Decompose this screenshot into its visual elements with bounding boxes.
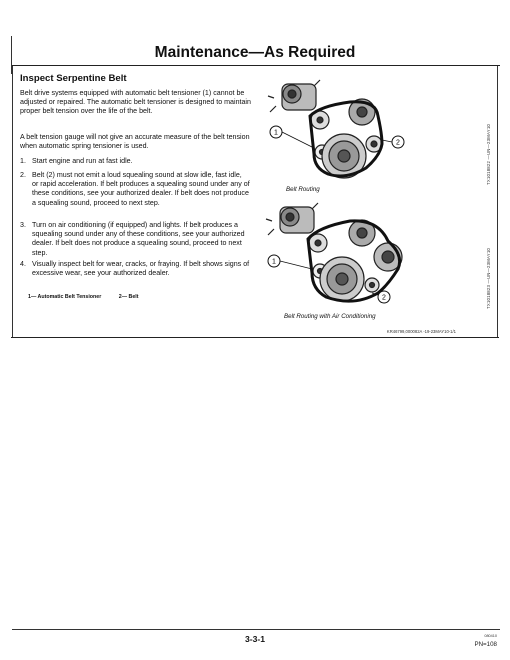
figure-legend — [28, 294, 155, 300]
page-title: Maintenance—As Required — [154, 44, 356, 61]
callout-1: 1 — [274, 129, 278, 137]
figure-belt-routing — [262, 76, 450, 194]
step-text: Belt (2) must not emit a loud squealing sound at slow idle, fast idle, or rapid acceleration. If belt produces a squealing sound under any of these conditions, see your authorized dealer. If belt does not produce a squealing sound, proceed to next step. — [32, 171, 250, 207]
belt-routing-drawing — [262, 76, 450, 182]
figure-side-code: TX1018823 —UN—23MAY10 — [486, 248, 491, 309]
legend-item-tensioner: 1— Automatic Belt Tensioner — [28, 294, 102, 300]
figure-belt-routing-ac — [262, 199, 450, 325]
figure-caption: Belt Routing — [286, 186, 320, 193]
footer-rule — [12, 629, 500, 630]
callout-2: 2 — [382, 294, 386, 302]
footer-pn: PN=108 — [474, 641, 497, 648]
figure-caption: Belt Routing with Air Conditioning — [284, 313, 376, 320]
step-number: 3. — [20, 221, 26, 229]
step-text: Start engine and run at fast idle. — [32, 157, 133, 165]
intro-paragraph-1: Belt drive systems equipped with automatic belt tensioner (1) cannot be adjusted or repaired. The automatic belt tensioner is designed to maintain proper belt tension over the life of the belt. — [20, 89, 251, 116]
belt-routing-ac-drawing — [262, 199, 450, 309]
callout-2: 2 — [396, 139, 400, 147]
step-number: 2. — [20, 171, 26, 179]
box-bottom-rule — [11, 337, 499, 338]
step-number: 1. — [20, 157, 26, 165]
figure-side-code: TX1018822 —UN—23MAY10 — [486, 124, 491, 185]
step-text: Visually inspect belt for wear, cracks, or fraying. If belt shows signs of excessive wear, see your authorized dealer. — [32, 260, 250, 278]
step-text: Turn on air conditioning (if equipped) and lights. If belt produces a squealing sound under any of these conditions, see your authorized dealer. If belt does not produce a squealing sound, proceed to next step. — [32, 221, 245, 257]
page-number: 3-3-1 — [244, 634, 266, 644]
reference-code: KR46799,000082A -19-23MAY10-1/1 — [386, 329, 456, 334]
callout-1: 1 — [272, 258, 276, 266]
intro-paragraph-2: A belt tension gauge will not give an accurate measure of the belt tension when automatic spring tensioner is used. — [20, 133, 250, 151]
step-number: 4. — [20, 260, 26, 268]
section-heading: Inspect Serpentine Belt — [20, 73, 127, 84]
legend-item-belt: 2— Belt — [118, 294, 139, 300]
footer-code: 080410 — [484, 634, 497, 638]
